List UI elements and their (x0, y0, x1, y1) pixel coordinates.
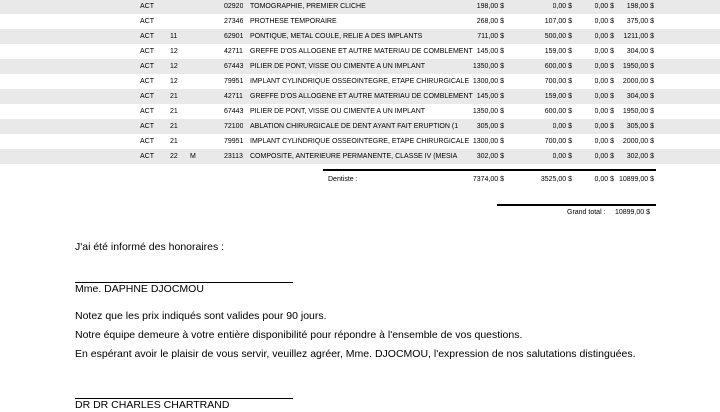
row-type: ACT (140, 63, 154, 70)
row-fee: 1350,00 $ (472, 108, 504, 115)
table-row (0, 29, 720, 44)
table-row (0, 74, 720, 89)
row-type: ACT (140, 78, 154, 85)
row-total: 304,00 $ (626, 48, 654, 55)
row-fee: 305,00 $ (476, 123, 504, 130)
table-row (0, 44, 720, 59)
row-fee: 302,00 $ (476, 153, 504, 160)
row-type: ACT (140, 108, 154, 115)
row-tooth: 12 (170, 48, 178, 55)
row-tooth: 11 (170, 33, 178, 40)
row-type: ACT (140, 33, 154, 40)
row-description: PONTIQUE, METAL COULE, RELIE A DES IMPLANTS (250, 33, 423, 40)
row-description: IMPLANT CYLINDRIQUE OSSEOINTEGRE, ETAPE CHIRURGICALE (250, 138, 470, 145)
row-fee: 268,00 $ (476, 18, 504, 25)
table-row (0, 59, 720, 74)
table-row (0, 104, 720, 119)
row-lab-fee: 159,00 $ (544, 93, 572, 100)
doctor-name: DR DR CHARLES CHARTRAND (75, 399, 230, 411)
row-lab-fee: 159,00 $ (544, 48, 572, 55)
row-fee: 1350,00 $ (472, 63, 504, 70)
table-row (0, 89, 720, 104)
row-other: 0,00 $ (594, 138, 614, 145)
row-type: ACT (140, 138, 154, 145)
row-code: 02920 (224, 3, 244, 10)
row-description: PILIER DE PONT, VISSE OU CIMENTE A UN IMPLANT (250, 63, 426, 70)
row-fee: 711,00 $ (477, 33, 504, 40)
row-code: 23113 (224, 153, 243, 160)
row-other: 0,00 $ (594, 78, 614, 85)
row-description: GREFFE D'OS ALLOGENE ET AUTRE MATERIAU DE COMBLEMENT (250, 48, 473, 55)
subtotal-label: Dentiste : (328, 176, 358, 183)
subtotal-c: 0,00 $ (594, 176, 614, 183)
row-fee: 1300,00 $ (472, 138, 504, 145)
row-code: 67443 (224, 108, 244, 115)
row-tooth: 12 (170, 78, 178, 85)
row-type: ACT (140, 48, 154, 55)
row-type: ACT (140, 3, 154, 10)
row-total: 304,00 $ (626, 93, 654, 100)
row-description: TOMOGRAPHIE, PREMIER CLICHE (250, 3, 366, 10)
row-tooth: 21 (170, 108, 178, 115)
row-other: 0,00 $ (594, 93, 614, 100)
row-lab-fee: 600,00 $ (544, 63, 572, 70)
row-tooth: 12 (170, 63, 178, 70)
row-lab-fee: 600,00 $ (544, 108, 572, 115)
row-total: 375,00 $ (626, 18, 654, 25)
table-row (0, 0, 720, 14)
row-type: ACT (140, 123, 154, 130)
row-code: 79951 (224, 78, 244, 85)
subtotal-d: 10899,00 $ (618, 176, 654, 183)
row-lab-fee: 0,00 $ (552, 123, 572, 130)
row-total: 302,00 $ (626, 153, 654, 160)
row-other: 0,00 $ (594, 18, 614, 25)
row-other: 0,00 $ (594, 108, 614, 115)
row-tooth: 21 (170, 93, 178, 100)
row-code: 79951 (224, 138, 244, 145)
row-other: 0,00 $ (594, 123, 614, 130)
row-description: PILIER DE PONT, VISSE OU CIMENTE A UN IMPLANT (250, 108, 426, 115)
row-tooth: 22 (170, 153, 178, 160)
row-code: 42711 (224, 93, 243, 100)
row-other: 0,00 $ (594, 153, 614, 160)
availability-note: Notre équipe demeure à votre entière disponibilité pour répondre à l'ensemble de vos questions. (75, 329, 523, 341)
table-row (0, 14, 720, 29)
table-row (0, 149, 720, 164)
row-fee: 1300,00 $ (472, 78, 504, 85)
row-other: 0,00 $ (594, 3, 614, 10)
row-total: 2000,00 $ (622, 138, 654, 145)
grand-total-line (497, 204, 656, 206)
row-code: 27346 (224, 18, 244, 25)
row-total: 198,00 $ (626, 3, 654, 10)
validity-note: Notez que les prix indiqués sont valides pour 90 jours. (75, 310, 327, 322)
closing-salutation: En espérant avoir le plaisir de vous servir, veuillez agréer, Mme. DJOCMOU, l'expression de nos salutations distinguées. (75, 348, 636, 360)
row-tooth: 21 (170, 123, 178, 130)
row-lab-fee: 700,00 $ (544, 138, 572, 145)
row-type: ACT (140, 153, 154, 160)
subtotal-b: 3525,00 $ (540, 176, 572, 183)
row-description: GREFFE D'OS ALLOGENE ET AUTRE MATERIAU DE COMBLEMENT (250, 93, 473, 100)
row-description: ABLATION CHIRURGICALE DE DENT AYANT FAIT ERUPTION (1 (250, 123, 459, 130)
row-type: ACT (140, 18, 154, 25)
row-lab-fee: 500,00 $ (544, 33, 572, 40)
row-code: 62901 (224, 33, 244, 40)
row-total: 1950,00 $ (622, 63, 654, 70)
row-description: PROTHESE TEMPORAIRE (250, 18, 337, 25)
row-other: 0,00 $ (594, 63, 614, 70)
subtotal-a: 7374,00 $ (472, 176, 504, 183)
row-code: 67443 (224, 63, 244, 70)
row-lab-fee: 700,00 $ (544, 78, 572, 85)
row-fee: 198,00 $ (476, 3, 504, 10)
row-other: 0,00 $ (594, 33, 614, 40)
row-lab-fee: 0,00 $ (552, 153, 572, 160)
row-lab-fee: 0,00 $ (552, 3, 572, 10)
row-description: COMPOSITE, ANTERIEURE PERMANENTE, CLASSE IV (MESIA (250, 153, 458, 160)
grand-total-label: Grand total : (567, 209, 606, 216)
table-row (0, 134, 720, 149)
row-total: 2000,00 $ (622, 78, 654, 85)
grand-total-value: 10899,00 $ (614, 209, 650, 216)
table-separator-line (323, 169, 656, 171)
row-other: 0,00 $ (594, 48, 614, 55)
row-total: 305,00 $ (626, 123, 654, 130)
row-fee: 145,00 $ (476, 48, 504, 55)
table-row (0, 119, 720, 134)
row-tooth: 21 (170, 138, 178, 145)
row-surface: M (190, 153, 196, 160)
row-code: 72100 (224, 123, 244, 130)
row-description: IMPLANT CYLINDRIQUE OSSEOINTEGRE, ETAPE CHIRURGICALE (250, 78, 470, 85)
row-type: ACT (140, 93, 154, 100)
patient-name: Mme. DAPHNE DJOCMOU (75, 283, 204, 295)
informed-statement: J'ai été informé des honoraires : (75, 241, 225, 253)
row-lab-fee: 107,00 $ (544, 18, 572, 25)
row-total: 1211,00 $ (623, 33, 654, 40)
row-code: 42711 (224, 48, 243, 55)
row-fee: 145,00 $ (476, 93, 504, 100)
row-total: 1950,00 $ (622, 108, 654, 115)
